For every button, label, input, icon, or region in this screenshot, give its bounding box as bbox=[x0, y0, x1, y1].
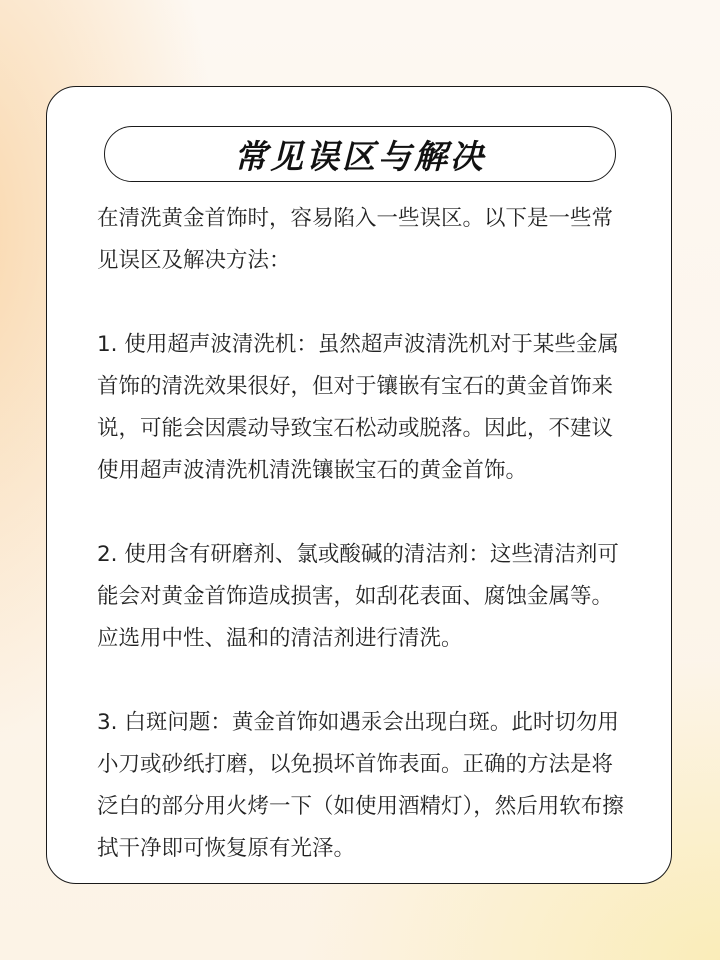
title-banner bbox=[104, 126, 616, 182]
tip-paragraph-2: 2. 使用含有研磨剂、氯或酸碱的清洁剂：这些清洁剂可能会对黄金首饰造成损害，如刮花表面、腐蚀金属等。应选用中性、温和的清洁剂进行清洗。 bbox=[97, 542, 619, 651]
tip-paragraph-3: 3. 白斑问题：黄金首饰如遇汞会出现白斑。此时切勿用小刀或砂纸打磨，以免损坏首饰表面。正确的方法是将泛白的部分用火烤一下（如使用酒精灯），然后用软布擦拭干净即可恢复原有光泽。 bbox=[97, 710, 624, 861]
page-title: 常见误区与解决 bbox=[234, 136, 486, 176]
article-body bbox=[97, 198, 629, 912]
intro-paragraph: 在清洗黄金首饰时，容易陷入一些误区。以下是一些常见误区及解决方法： bbox=[97, 206, 614, 273]
tip-paragraph-1: 1. 使用超声波清洗机：虽然超声波清洗机对于某些金属首饰的清洗效果很好，但对于镶嵌有宝石的黄金首饰来说，可能会因震动导致宝石松动或脱落。因此，不建议使用超声波清洗机清洗镶嵌宝石的黄金首饰。 bbox=[97, 332, 619, 483]
